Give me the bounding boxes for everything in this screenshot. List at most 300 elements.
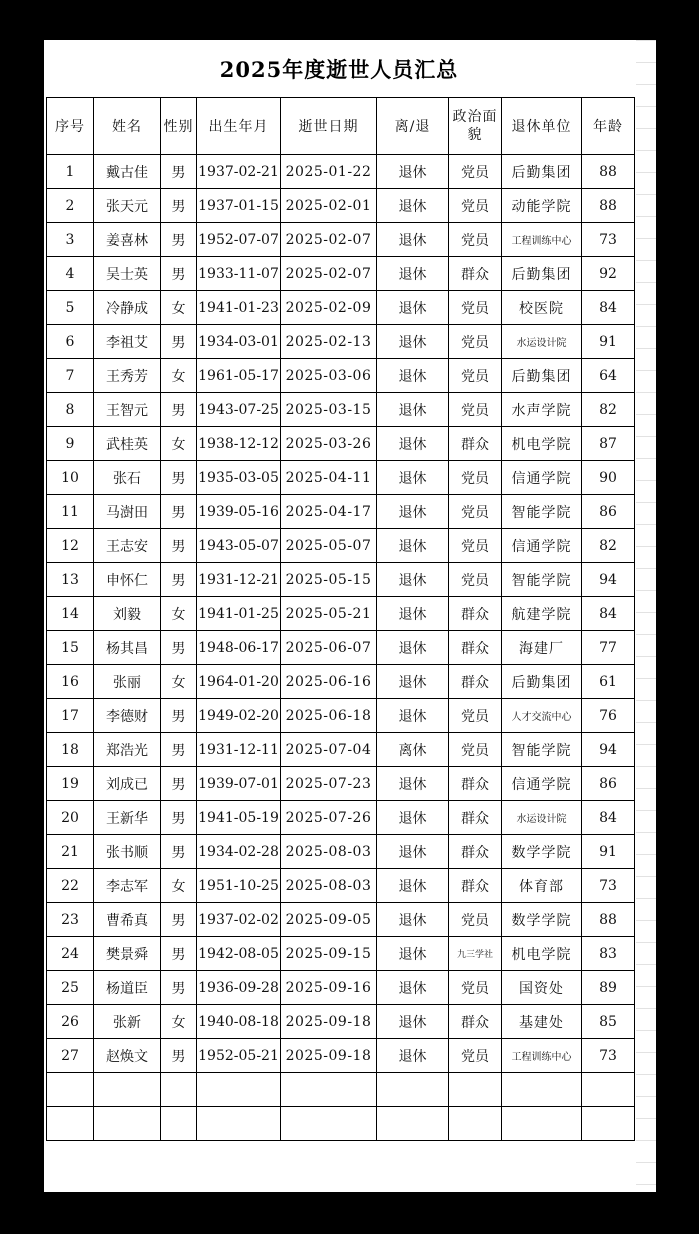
cell-unit: 工程训练中心: [502, 1039, 582, 1073]
cell-retire: 退休: [377, 869, 449, 903]
cell-birth: 1934-02-28: [197, 835, 281, 869]
empty-cell: [161, 1073, 197, 1107]
cell-index: 11: [47, 495, 94, 529]
cell-retire: 退休: [377, 631, 449, 665]
table-row: [47, 563, 635, 597]
cell-name: 杨道臣: [94, 971, 161, 1005]
cell-gender: 男: [161, 937, 197, 971]
cell-index: 14: [47, 597, 94, 631]
cell-death: 2025-09-15: [281, 937, 377, 971]
cell-birth: 1938-12-12: [197, 427, 281, 461]
cell-gender: 男: [161, 801, 197, 835]
cell-unit: 后勤集团: [502, 257, 582, 291]
cell-birth: 1961-05-17: [197, 359, 281, 393]
empty-cell: [161, 1107, 197, 1141]
cell-death: 2025-08-03: [281, 869, 377, 903]
cell-name: 冷静成: [94, 291, 161, 325]
cell-name: 武桂英: [94, 427, 161, 461]
empty-cell: [94, 1107, 161, 1141]
cell-political: 九三学社: [449, 937, 502, 971]
cell-birth: 1939-05-16: [197, 495, 281, 529]
cell-birth: 1935-03-05: [197, 461, 281, 495]
cell-birth: 1943-05-07: [197, 529, 281, 563]
cell-age: 88: [582, 155, 635, 189]
table-row: [47, 835, 635, 869]
cell-political: 党员: [449, 529, 502, 563]
cell-birth: 1933-11-07: [197, 257, 281, 291]
header-political: 政治面貌: [449, 98, 502, 155]
cell-political: 党员: [449, 699, 502, 733]
cell-gender: 男: [161, 1039, 197, 1073]
cell-birth: 1940-08-18: [197, 1005, 281, 1039]
table-header-row: [47, 98, 635, 155]
cell-age: 92: [582, 257, 635, 291]
cell-unit: 智能学院: [502, 563, 582, 597]
cell-unit: 航建学院: [502, 597, 582, 631]
empty-cell: [582, 1073, 635, 1107]
cell-retire: 退休: [377, 665, 449, 699]
cell-index: 23: [47, 903, 94, 937]
cell-retire: 退休: [377, 427, 449, 461]
cell-age: 83: [582, 937, 635, 971]
empty-cell: [377, 1073, 449, 1107]
cell-age: 91: [582, 325, 635, 359]
empty-cell: [94, 1073, 161, 1107]
cell-age: 82: [582, 529, 635, 563]
cell-birth: 1942-08-05: [197, 937, 281, 971]
cell-retire: 退休: [377, 801, 449, 835]
cell-death: 2025-09-16: [281, 971, 377, 1005]
cell-name: 刘毅: [94, 597, 161, 631]
header-unit: 退休单位: [502, 98, 582, 155]
cell-political: 群众: [449, 1005, 502, 1039]
cell-gender: 男: [161, 971, 197, 1005]
table-row: [47, 495, 635, 529]
cell-age: 73: [582, 223, 635, 257]
cell-name: 张天元: [94, 189, 161, 223]
empty-table-row: [47, 1073, 635, 1107]
cell-gender: 男: [161, 767, 197, 801]
cell-age: 94: [582, 563, 635, 597]
cell-unit: 人才交流中心: [502, 699, 582, 733]
cell-birth: 1937-02-02: [197, 903, 281, 937]
cell-index: 19: [47, 767, 94, 801]
cell-name: 王秀芳: [94, 359, 161, 393]
cell-index: 9: [47, 427, 94, 461]
cell-gender: 男: [161, 835, 197, 869]
cell-index: 20: [47, 801, 94, 835]
cell-death: 2025-09-05: [281, 903, 377, 937]
table-row: [47, 189, 635, 223]
cell-unit: 工程训练中心: [502, 223, 582, 257]
cell-unit: 信通学院: [502, 461, 582, 495]
cell-age: 84: [582, 801, 635, 835]
cell-death: 2025-02-13: [281, 325, 377, 359]
cell-age: 82: [582, 393, 635, 427]
cell-age: 84: [582, 291, 635, 325]
cell-death: 2025-02-01: [281, 189, 377, 223]
table-row: [47, 733, 635, 767]
cell-unit: 后勤集团: [502, 155, 582, 189]
cell-gender: 男: [161, 631, 197, 665]
cell-political: 群众: [449, 801, 502, 835]
cell-death: 2025-09-18: [281, 1005, 377, 1039]
cell-gender: 男: [161, 155, 197, 189]
cell-gender: 男: [161, 257, 197, 291]
table-row: [47, 903, 635, 937]
cell-political: 党员: [449, 733, 502, 767]
cell-gender: 男: [161, 699, 197, 733]
table-row: [47, 937, 635, 971]
cell-name: 吴士英: [94, 257, 161, 291]
cell-gender: 女: [161, 291, 197, 325]
cell-retire: 退休: [377, 189, 449, 223]
cell-age: 86: [582, 767, 635, 801]
cell-political: 群众: [449, 257, 502, 291]
cell-gender: 女: [161, 359, 197, 393]
cell-birth: 1964-01-20: [197, 665, 281, 699]
cell-retire: 退休: [377, 597, 449, 631]
cell-birth: 1948-06-17: [197, 631, 281, 665]
cell-name: 李志军: [94, 869, 161, 903]
cell-political: 党员: [449, 155, 502, 189]
cell-retire: 退休: [377, 971, 449, 1005]
cell-political: 党员: [449, 903, 502, 937]
cell-unit: 信通学院: [502, 767, 582, 801]
table-row: [47, 359, 635, 393]
cell-retire: 退休: [377, 359, 449, 393]
table-row: [47, 631, 635, 665]
table-row: [47, 971, 635, 1005]
cell-death: 2025-06-16: [281, 665, 377, 699]
empty-cell: [502, 1073, 582, 1107]
cell-age: 90: [582, 461, 635, 495]
cell-retire: 退休: [377, 903, 449, 937]
cell-index: 8: [47, 393, 94, 427]
cell-retire: 退休: [377, 699, 449, 733]
cell-birth: 1951-10-25: [197, 869, 281, 903]
cell-index: 4: [47, 257, 94, 291]
cell-unit: 水声学院: [502, 393, 582, 427]
cell-index: 22: [47, 869, 94, 903]
cell-index: 24: [47, 937, 94, 971]
cell-death: 2025-05-21: [281, 597, 377, 631]
cell-gender: 女: [161, 1005, 197, 1039]
cell-death: 2025-09-18: [281, 1039, 377, 1073]
cell-retire: 退休: [377, 393, 449, 427]
cell-age: 87: [582, 427, 635, 461]
cell-death: 2025-04-17: [281, 495, 377, 529]
cell-political: 群众: [449, 631, 502, 665]
cell-name: 郑浩光: [94, 733, 161, 767]
cell-political: 群众: [449, 427, 502, 461]
cell-birth: 1941-05-19: [197, 801, 281, 835]
cell-retire: 退休: [377, 155, 449, 189]
cell-death: 2025-04-11: [281, 461, 377, 495]
cell-index: 18: [47, 733, 94, 767]
cell-retire: 退休: [377, 223, 449, 257]
cell-birth: 1931-12-21: [197, 563, 281, 597]
cell-age: 89: [582, 971, 635, 1005]
cell-name: 张石: [94, 461, 161, 495]
cell-index: 26: [47, 1005, 94, 1039]
cell-index: 2: [47, 189, 94, 223]
cell-gender: 女: [161, 427, 197, 461]
cell-retire: 退休: [377, 563, 449, 597]
cell-gender: 男: [161, 563, 197, 597]
cell-political: 党员: [449, 563, 502, 597]
cell-name: 杨其昌: [94, 631, 161, 665]
cell-unit: 机电学院: [502, 427, 582, 461]
cell-gender: 男: [161, 189, 197, 223]
cell-age: 73: [582, 869, 635, 903]
cell-age: 64: [582, 359, 635, 393]
sheet-gridlines: [636, 40, 656, 1192]
cell-gender: 男: [161, 461, 197, 495]
cell-index: 16: [47, 665, 94, 699]
cell-name: 姜喜林: [94, 223, 161, 257]
table-row: [47, 529, 635, 563]
empty-cell: [502, 1107, 582, 1141]
empty-table-row: [47, 1107, 635, 1141]
cell-retire: 退休: [377, 461, 449, 495]
cell-retire: 退休: [377, 291, 449, 325]
cell-index: 5: [47, 291, 94, 325]
empty-cell: [449, 1073, 502, 1107]
cell-index: 6: [47, 325, 94, 359]
cell-birth: 1939-07-01: [197, 767, 281, 801]
cell-index: 7: [47, 359, 94, 393]
cell-unit: 后勤集团: [502, 665, 582, 699]
cell-unit: 智能学院: [502, 495, 582, 529]
cell-unit: 智能学院: [502, 733, 582, 767]
cell-name: 赵焕文: [94, 1039, 161, 1073]
cell-age: 86: [582, 495, 635, 529]
cell-index: 15: [47, 631, 94, 665]
header-retire: 离/退: [377, 98, 449, 155]
cell-birth: 1949-02-20: [197, 699, 281, 733]
cell-death: 2025-03-06: [281, 359, 377, 393]
cell-unit: 信通学院: [502, 529, 582, 563]
cell-index: 3: [47, 223, 94, 257]
cell-birth: 1934-03-01: [197, 325, 281, 359]
cell-name: 李德财: [94, 699, 161, 733]
cell-retire: 退休: [377, 1005, 449, 1039]
cell-index: 13: [47, 563, 94, 597]
empty-cell: [281, 1107, 377, 1141]
table-row: [47, 665, 635, 699]
cell-index: 1: [47, 155, 94, 189]
cell-age: 88: [582, 189, 635, 223]
cell-name: 王新华: [94, 801, 161, 835]
cell-birth: 1941-01-25: [197, 597, 281, 631]
cell-death: 2025-02-07: [281, 223, 377, 257]
cell-gender: 男: [161, 529, 197, 563]
cell-political: 党员: [449, 359, 502, 393]
cell-political: 党员: [449, 971, 502, 1005]
cell-political: 党员: [449, 1039, 502, 1073]
deceased-roster-table: [46, 97, 635, 1141]
empty-cell: [281, 1073, 377, 1107]
cell-birth: 1936-09-28: [197, 971, 281, 1005]
cell-age: 84: [582, 597, 635, 631]
cell-political: 群众: [449, 835, 502, 869]
cell-death: 2025-07-04: [281, 733, 377, 767]
cell-name: 樊景舜: [94, 937, 161, 971]
table-row: [47, 393, 635, 427]
table-row: [47, 801, 635, 835]
cell-unit: 校医院: [502, 291, 582, 325]
cell-index: 21: [47, 835, 94, 869]
cell-birth: 1937-02-21: [197, 155, 281, 189]
cell-unit: 动能学院: [502, 189, 582, 223]
table-body: [47, 155, 635, 1141]
cell-gender: 男: [161, 495, 197, 529]
cell-index: 25: [47, 971, 94, 1005]
cell-gender: 男: [161, 325, 197, 359]
cell-name: 申怀仁: [94, 563, 161, 597]
cell-name: 张新: [94, 1005, 161, 1039]
cell-death: 2025-06-07: [281, 631, 377, 665]
cell-name: 戴古佳: [94, 155, 161, 189]
cell-unit: 基建处: [502, 1005, 582, 1039]
cell-unit: 水运设计院: [502, 325, 582, 359]
header-age: 年龄: [582, 98, 635, 155]
empty-cell: [582, 1107, 635, 1141]
cell-death: 2025-02-07: [281, 257, 377, 291]
table-row: [47, 597, 635, 631]
cell-name: 马澍田: [94, 495, 161, 529]
cell-political: 党员: [449, 461, 502, 495]
cell-age: 88: [582, 903, 635, 937]
empty-cell: [449, 1107, 502, 1141]
empty-cell: [197, 1073, 281, 1107]
cell-birth: 1941-01-23: [197, 291, 281, 325]
cell-age: 77: [582, 631, 635, 665]
cell-name: 刘成已: [94, 767, 161, 801]
cell-age: 61: [582, 665, 635, 699]
cell-birth: 1937-01-15: [197, 189, 281, 223]
table-row: [47, 699, 635, 733]
header-index: 序号: [47, 98, 94, 155]
cell-index: 17: [47, 699, 94, 733]
table-row: [47, 223, 635, 257]
spreadsheet-page: [44, 40, 656, 1192]
cell-name: 李祖艾: [94, 325, 161, 359]
cell-gender: 男: [161, 733, 197, 767]
cell-name: 王智元: [94, 393, 161, 427]
header-name: 姓名: [94, 98, 161, 155]
cell-retire: 退休: [377, 529, 449, 563]
table-row: [47, 291, 635, 325]
empty-cell: [47, 1073, 94, 1107]
cell-political: 党员: [449, 325, 502, 359]
page-title: 2025年度逝世人员汇总: [219, 57, 459, 82]
table-row: [47, 325, 635, 359]
cell-retire: 退休: [377, 495, 449, 529]
cell-political: 群众: [449, 767, 502, 801]
cell-political: 群众: [449, 869, 502, 903]
table-row: [47, 427, 635, 461]
table-row: [47, 1039, 635, 1073]
cell-retire: 退休: [377, 325, 449, 359]
cell-death: 2025-03-26: [281, 427, 377, 461]
cell-birth: 1943-07-25: [197, 393, 281, 427]
cell-political: 群众: [449, 665, 502, 699]
cell-age: 73: [582, 1039, 635, 1073]
cell-name: 曹希真: [94, 903, 161, 937]
cell-birth: 1952-05-21: [197, 1039, 281, 1073]
cell-unit: 数学学院: [502, 903, 582, 937]
cell-death: 2025-02-09: [281, 291, 377, 325]
cell-political: 群众: [449, 597, 502, 631]
cell-age: 91: [582, 835, 635, 869]
cell-unit: 后勤集团: [502, 359, 582, 393]
cell-index: 12: [47, 529, 94, 563]
cell-death: 2025-03-15: [281, 393, 377, 427]
cell-political: 党员: [449, 189, 502, 223]
cell-name: 张书顺: [94, 835, 161, 869]
table-row: [47, 869, 635, 903]
header-gender: 性别: [161, 98, 197, 155]
cell-death: 2025-07-23: [281, 767, 377, 801]
cell-political: 党员: [449, 291, 502, 325]
header-birth: 出生年月: [197, 98, 281, 155]
empty-cell: [47, 1107, 94, 1141]
cell-gender: 女: [161, 597, 197, 631]
cell-birth: 1931-12-11: [197, 733, 281, 767]
cell-death: 2025-01-22: [281, 155, 377, 189]
cell-political: 党员: [449, 223, 502, 257]
table-row: [47, 461, 635, 495]
cell-name: 张丽: [94, 665, 161, 699]
cell-unit: 国资处: [502, 971, 582, 1005]
cell-retire: 退休: [377, 835, 449, 869]
cell-age: 85: [582, 1005, 635, 1039]
cell-name: 王志安: [94, 529, 161, 563]
cell-birth: 1952-07-07: [197, 223, 281, 257]
cell-index: 10: [47, 461, 94, 495]
cell-unit: 水运设计院: [502, 801, 582, 835]
cell-death: 2025-05-15: [281, 563, 377, 597]
cell-unit: 数学学院: [502, 835, 582, 869]
empty-cell: [197, 1107, 281, 1141]
cell-gender: 女: [161, 665, 197, 699]
cell-death: 2025-05-07: [281, 529, 377, 563]
cell-retire: 退休: [377, 937, 449, 971]
cell-unit: 海建厂: [502, 631, 582, 665]
cell-death: 2025-06-18: [281, 699, 377, 733]
cell-unit: 体育部: [502, 869, 582, 903]
cell-political: 党员: [449, 495, 502, 529]
cell-death: 2025-07-26: [281, 801, 377, 835]
cell-retire: 退休: [377, 767, 449, 801]
empty-cell: [377, 1107, 449, 1141]
cell-index: 27: [47, 1039, 94, 1073]
cell-gender: 男: [161, 223, 197, 257]
cell-unit: 机电学院: [502, 937, 582, 971]
cell-retire: 离休: [377, 733, 449, 767]
cell-gender: 男: [161, 393, 197, 427]
cell-death: 2025-08-03: [281, 835, 377, 869]
header-death: 逝世日期: [281, 98, 377, 155]
cell-age: 94: [582, 733, 635, 767]
cell-retire: 退休: [377, 1039, 449, 1073]
cell-age: 76: [582, 699, 635, 733]
table-row: [47, 257, 635, 291]
table-row: [47, 767, 635, 801]
cell-retire: 退休: [377, 257, 449, 291]
